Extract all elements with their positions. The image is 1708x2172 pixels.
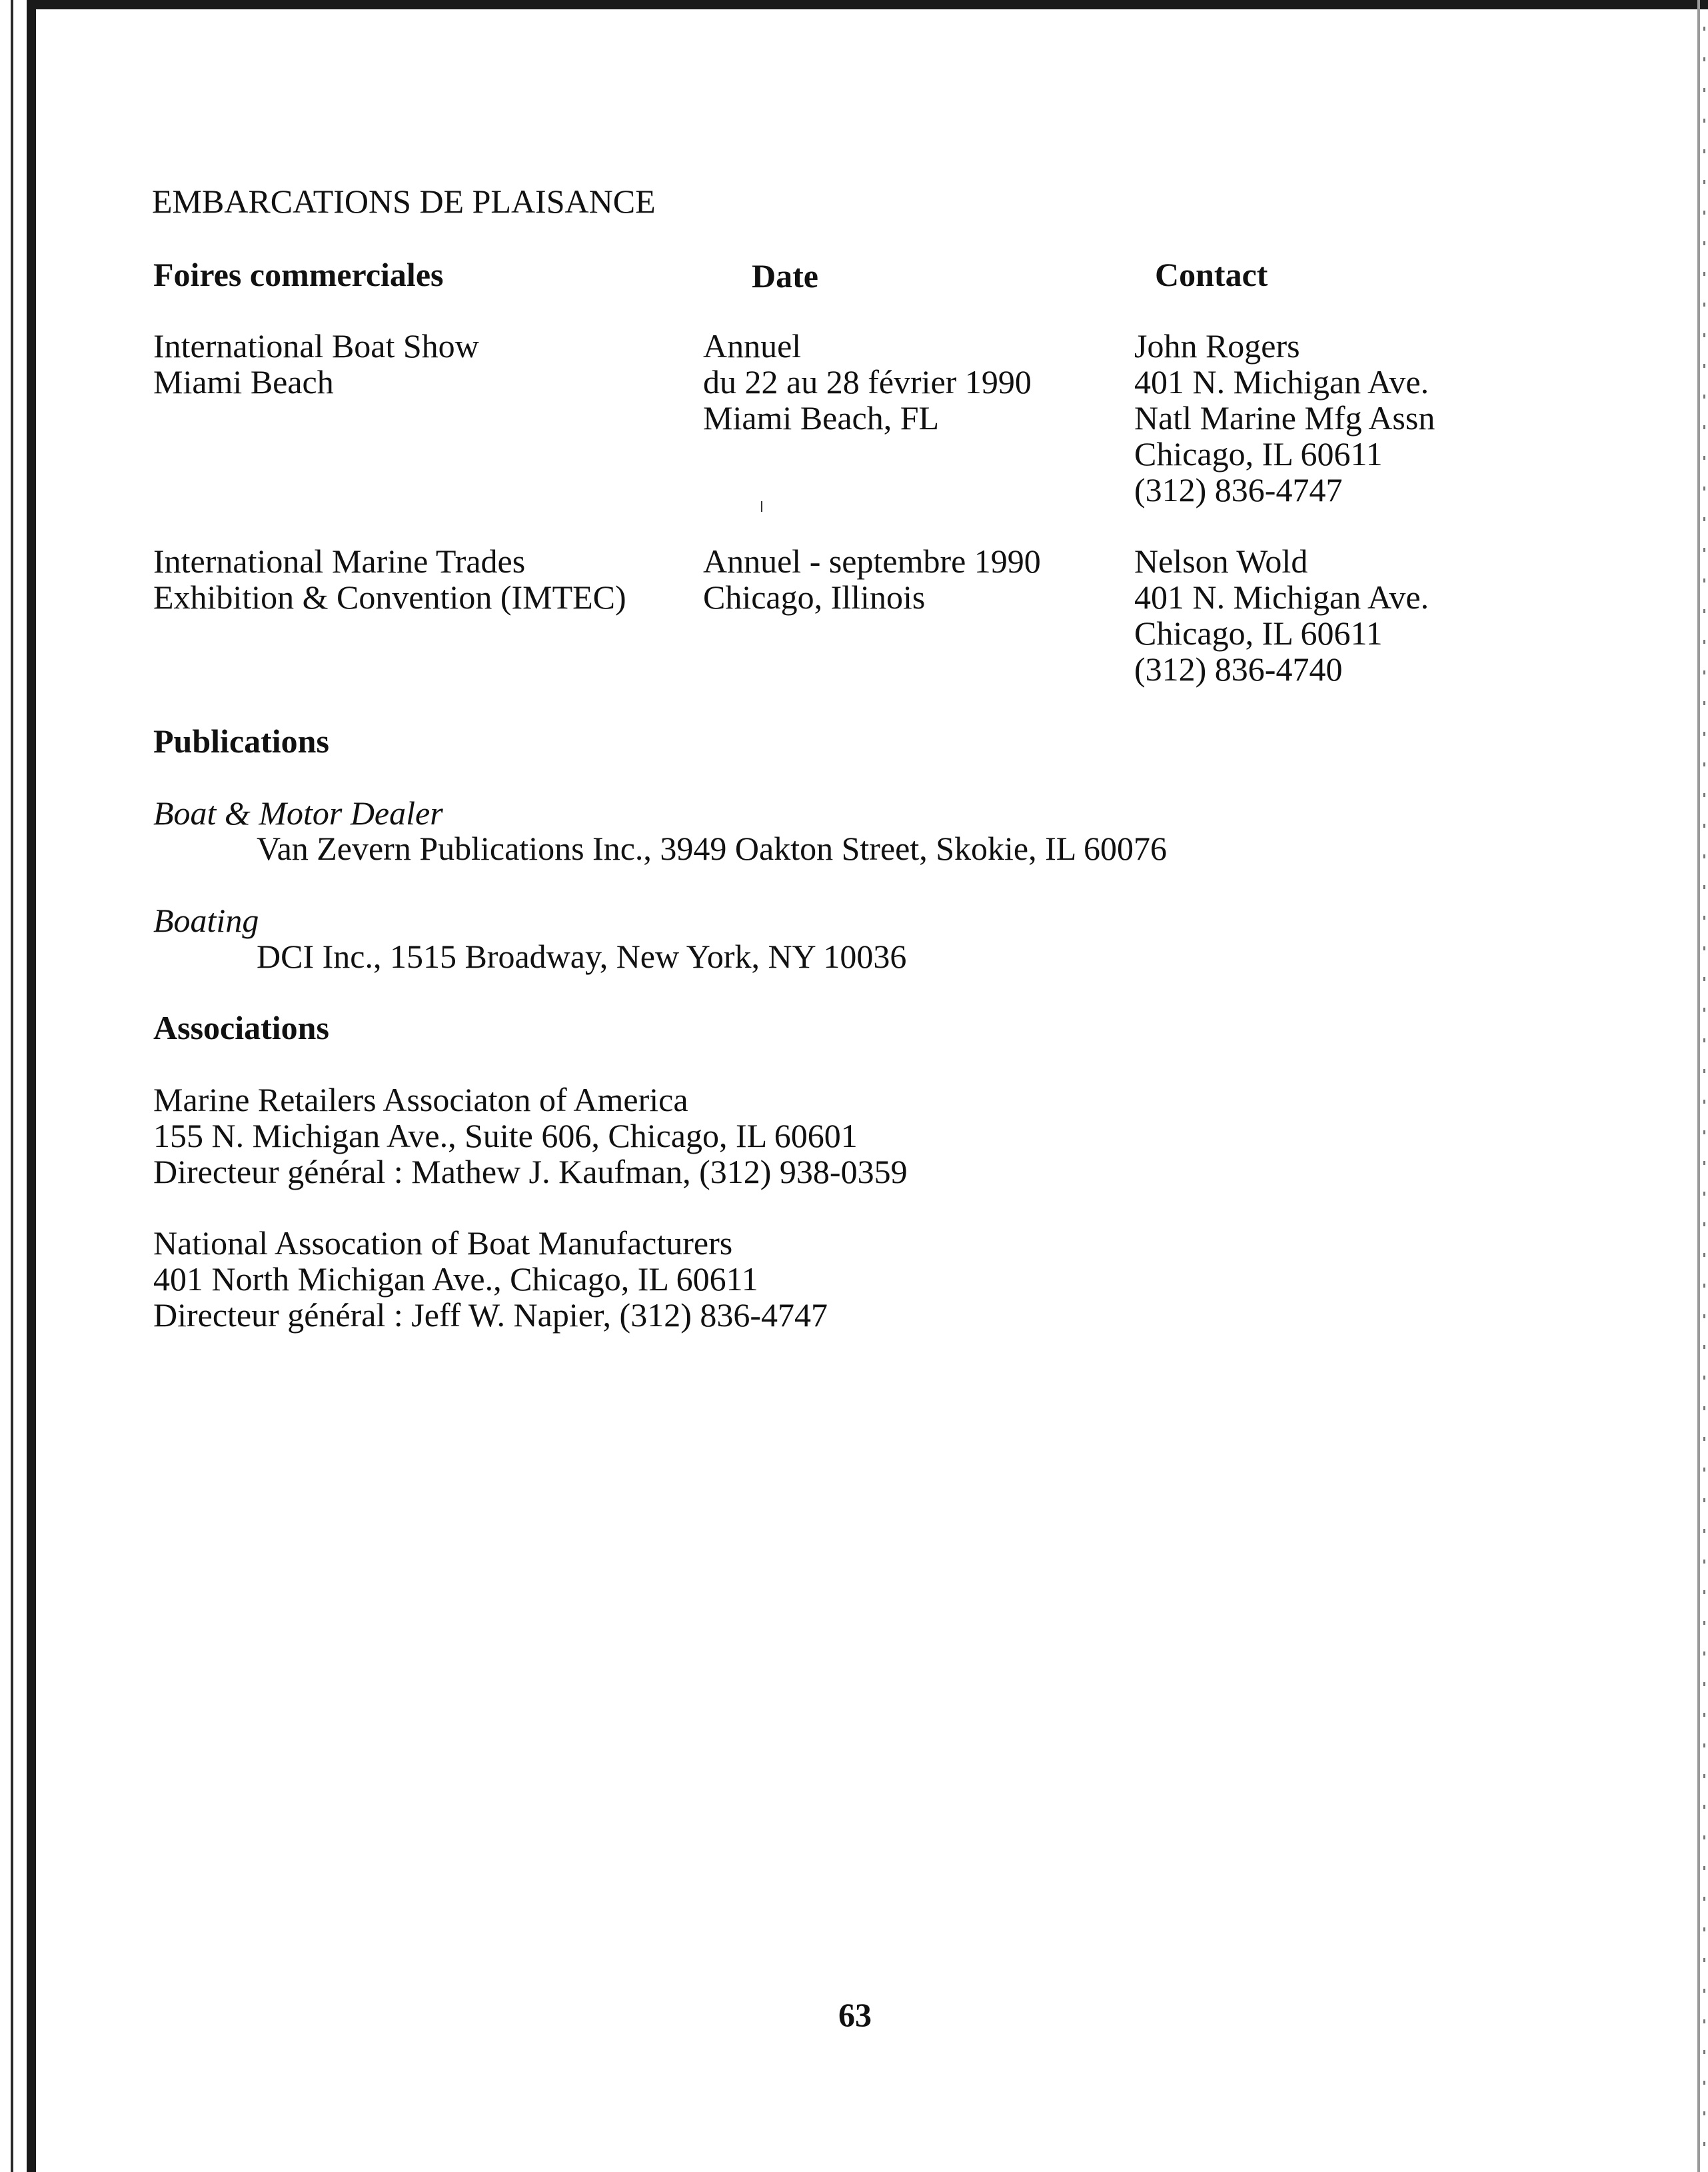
publications-heading: Publications <box>153 722 329 760</box>
date-line: Annuel - septembre 1990 <box>703 543 1041 580</box>
trade-show-row-2-fair <box>153 543 626 615</box>
page-number: 63 <box>838 1996 872 2033</box>
contact-line: (312) 836-4747 <box>1134 471 1343 509</box>
trade-show-line: International Marine Trades <box>153 543 526 580</box>
contact-line: 401 N. Michigan Ave. <box>1134 578 1429 616</box>
date-line: Miami Beach, FL <box>703 399 940 437</box>
scan-mark <box>761 501 762 512</box>
association-line: Directeur général : Mathew J. Kaufman, (312) 938-0359 <box>153 1153 908 1190</box>
trade-show-line: International Boat Show <box>153 327 479 365</box>
publication-name: Boat & Motor Dealer <box>153 794 443 832</box>
contact-line: Natl Marine Mfg Assn <box>1134 399 1435 437</box>
trade-show-row-1-date <box>703 328 1032 436</box>
association-line: 401 North Michigan Ave., Chicago, IL 60611 <box>153 1260 758 1298</box>
publication-detail: DCI Inc., 1515 Broadway, New York, NY 10036 <box>257 938 907 975</box>
contact-line: 401 N. Michigan Ave. <box>1134 363 1429 401</box>
contact-line: Nelson Wold <box>1134 543 1308 580</box>
publication-name: Boating <box>153 902 259 939</box>
association-1 <box>153 1082 908 1190</box>
association-2 <box>153 1225 828 1333</box>
associations-heading: Associations <box>153 1009 329 1046</box>
date-line: Chicago, Illinois <box>703 578 926 616</box>
association-line: Marine Retailers Associaton of America <box>153 1081 688 1118</box>
contact-line: John Rogers <box>1134 327 1300 365</box>
page-title: EMBARCATIONS DE PLAISANCE <box>152 183 656 220</box>
trade-show-row-2-date <box>703 543 1041 615</box>
trade-show-row-2-contact <box>1134 543 1429 687</box>
header-contact: Contact <box>1155 256 1268 293</box>
header-fair: Foires commerciales <box>153 256 444 293</box>
trade-show-row-1-contact <box>1134 328 1435 508</box>
association-line: Directeur général : Jeff W. Napier, (312) 836-4747 <box>153 1296 828 1334</box>
trade-show-line: Exhibition & Convention (IMTEC) <box>153 578 626 616</box>
contact-line: Chicago, IL 60611 <box>1134 435 1383 473</box>
header-date: Date <box>752 257 818 295</box>
association-line: 155 N. Michigan Ave., Suite 606, Chicago, IL 60601 <box>153 1117 858 1154</box>
publication-detail: Van Zevern Publications Inc., 3949 Oakton Street, Skokie, IL 60076 <box>257 830 1167 867</box>
date-line: du 22 au 28 février 1990 <box>703 363 1032 401</box>
contact-line: (312) 836-4740 <box>1134 650 1343 688</box>
trade-show-row-1-fair <box>153 328 479 400</box>
trade-show-line: Miami Beach <box>153 363 334 401</box>
date-line: Annuel <box>703 327 802 365</box>
association-line: National Assocation of Boat Manufacturers <box>153 1224 733 1262</box>
contact-line: Chicago, IL 60611 <box>1134 614 1383 652</box>
